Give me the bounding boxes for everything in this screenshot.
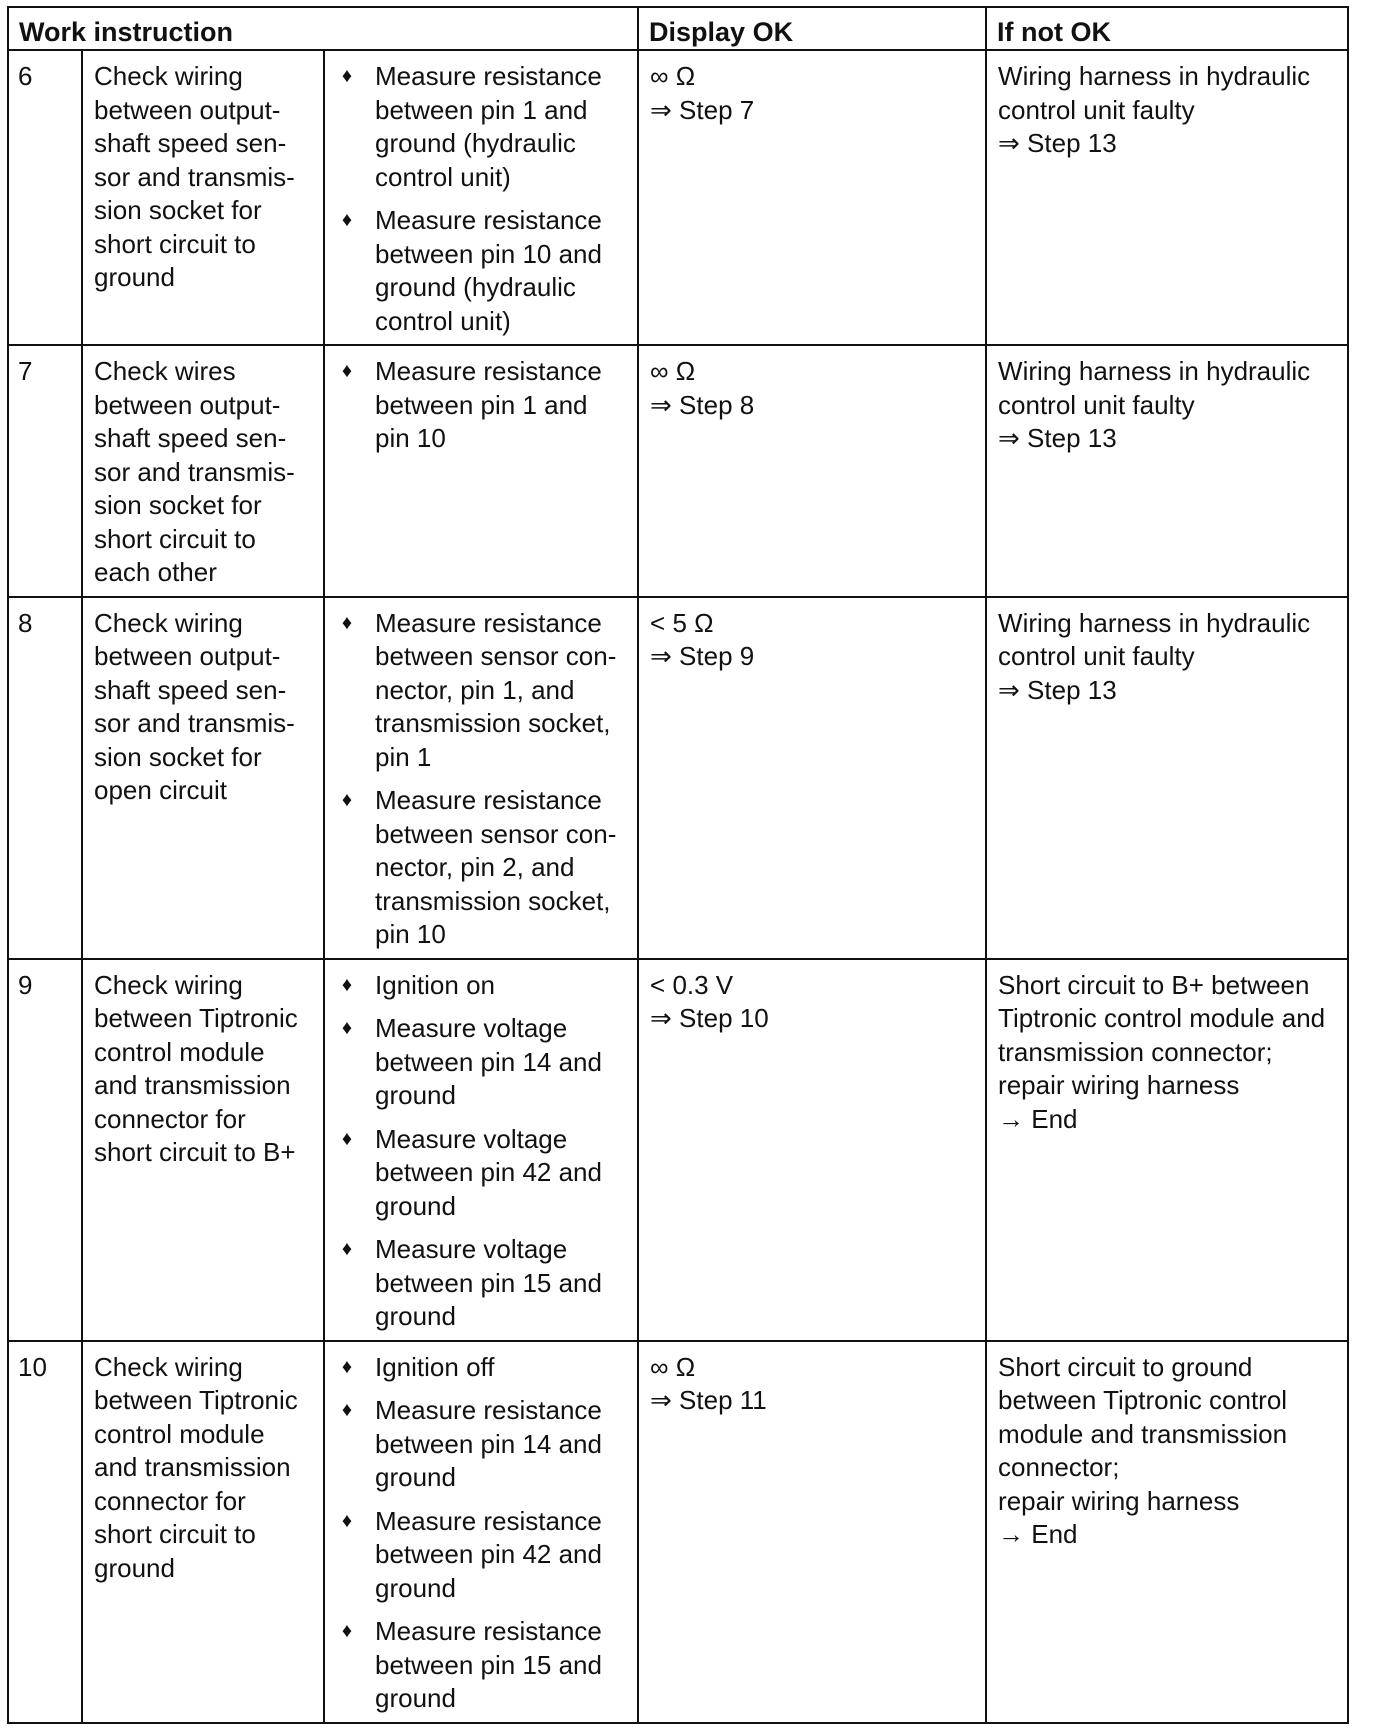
diamond-bullet-icon: ♦ xyxy=(341,1127,353,1150)
if-not-ok-value: Wiring harness in hydraulic control unit faulty ⇒ Step 13 xyxy=(998,61,1311,158)
step-description: Check wiring between output- shaft speed sen- sor and transmis- sion socket for short circuit to ground xyxy=(94,61,295,292)
action-text: Measure resistance between pin 15 and ground xyxy=(375,1616,602,1713)
diamond-bullet-icon: ♦ xyxy=(341,209,353,231)
step-number: 10 xyxy=(18,1351,47,1382)
diamond-bullet-icon: ♦ xyxy=(341,1017,353,1039)
if-not-ok-value: Short circuit to B+ between Tiptronic control module and transmission connector; repair wiring harness → End xyxy=(998,969,1326,1134)
display-ok-value: < 0.3 V ⇒ Step 10 xyxy=(650,969,769,1033)
action-item xyxy=(325,784,631,952)
action-item xyxy=(325,355,631,456)
action-list xyxy=(325,51,637,344)
action-item xyxy=(325,1012,631,1113)
diamond-bullet-icon: ♦ xyxy=(341,360,353,382)
action-list xyxy=(325,960,637,1340)
action-list xyxy=(325,1342,637,1722)
step-number: 8 xyxy=(18,607,33,638)
table-body xyxy=(8,50,1348,1723)
display-ok-value: ∞ Ω ⇒ Step 11 xyxy=(650,1351,767,1415)
action-text: Measure voltage between pin 14 and ground xyxy=(375,1013,602,1110)
display-ok-value: ∞ Ω ⇒ Step 7 xyxy=(650,61,755,125)
action-list xyxy=(325,598,637,958)
if-not-ok-value: Wiring harness in hydraulic control unit faulty ⇒ Step 13 xyxy=(998,356,1311,453)
diamond-bullet-icon: ♦ xyxy=(341,1399,353,1421)
action-item xyxy=(325,1123,631,1224)
if-not-ok-value: Wiring harness in hydraulic control unit faulty ⇒ Step 13 xyxy=(998,607,1311,705)
action-text: Ignition on xyxy=(375,969,495,1000)
diamond-bullet-icon: ♦ xyxy=(341,973,353,996)
action-item xyxy=(325,1615,631,1716)
action-text: Measure resistance between sensor con- nector, pin 1, and transmission socket, pin 1 xyxy=(375,607,617,772)
action-item xyxy=(325,1351,631,1385)
action-text: Measure resistance between pin 14 and ground xyxy=(375,1395,602,1492)
table-row xyxy=(8,1341,1348,1723)
diamond-bullet-icon: ♦ xyxy=(341,1238,353,1260)
action-item xyxy=(325,607,631,775)
display-ok-value: < 5 Ω ⇒ Step 9 xyxy=(650,607,755,671)
diamond-bullet-icon: ♦ xyxy=(341,611,353,634)
action-text: Measure resistance between pin 10 and ground (hydraulic control unit) xyxy=(375,205,602,336)
action-text: Measure voltage between pin 15 and ground xyxy=(375,1234,602,1331)
diamond-bullet-icon: ♦ xyxy=(341,65,353,87)
diamond-bullet-icon: ♦ xyxy=(341,1509,353,1532)
diamond-bullet-icon: ♦ xyxy=(341,789,353,811)
if-not-ok-value: Short circuit to ground between Tiptronic control module and transmission connector; repair wiring harness → End xyxy=(998,1351,1288,1549)
action-text: Measure resistance between pin 42 and ground xyxy=(375,1505,602,1603)
step-description: Check wiring between Tiptronic control module and transmission connector for short circuit to ground xyxy=(94,1351,298,1583)
action-item xyxy=(325,60,631,194)
step-number: 9 xyxy=(18,969,33,1000)
diamond-bullet-icon: ♦ xyxy=(341,1355,353,1378)
step-number: 6 xyxy=(18,61,33,91)
action-item xyxy=(325,1233,631,1334)
action-item xyxy=(325,204,631,338)
action-item xyxy=(325,1394,631,1495)
work-instruction-table xyxy=(7,6,1349,1724)
table-row xyxy=(8,345,1348,597)
header-work-instruction: Work instruction xyxy=(8,7,638,50)
display-ok-value: ∞ Ω ⇒ Step 8 xyxy=(650,356,755,420)
step-description: Check wiring between Tiptronic control module and transmission connector for short circuit to B+ xyxy=(94,969,298,1167)
diamond-bullet-icon: ♦ xyxy=(341,1620,353,1642)
action-list xyxy=(325,346,637,462)
step-description: Check wiring between output- shaft speed sen- sor and transmis- sion socket for open circuit xyxy=(94,607,295,805)
table-row xyxy=(8,959,1348,1341)
table-header-row xyxy=(8,7,1348,50)
step-number: 7 xyxy=(18,356,33,386)
action-text: Measure resistance between pin 1 and ground (hydraulic control unit) xyxy=(375,61,602,192)
action-text: Measure resistance between pin 1 and pin 10 xyxy=(375,356,602,453)
action-text: Measure resistance between sensor con- nector, pin 2, and transmission socket, pin 10 xyxy=(375,785,617,949)
table-row xyxy=(8,597,1348,959)
table-row xyxy=(8,50,1348,345)
action-item xyxy=(325,1505,631,1606)
action-text: Ignition off xyxy=(375,1351,495,1382)
step-description: Check wires between output- shaft speed sen- sor and transmis- sion socket for short circuit to each other xyxy=(94,356,295,587)
header-if-not-ok: If not OK xyxy=(986,7,1348,50)
action-item xyxy=(325,969,631,1003)
action-text: Measure voltage between pin 42 and ground xyxy=(375,1123,602,1221)
header-display-ok: Display OK xyxy=(638,7,986,50)
